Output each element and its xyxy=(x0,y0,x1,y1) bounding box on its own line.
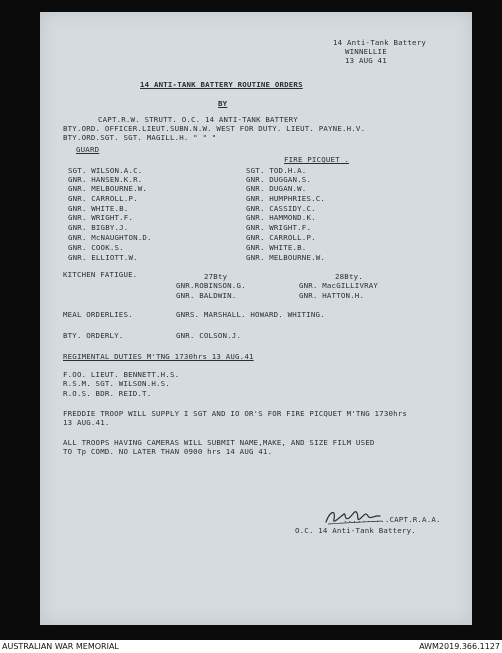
footer-institution: AUSTRALIAN WAR MEMORIAL xyxy=(2,642,119,651)
picquet-member: GNR. HUMPHRIES.C. xyxy=(246,194,326,203)
regimental-heading: REGIMENTAL DUTIES M'TNG 1730hrs 13 AUG.41 xyxy=(63,352,254,361)
picquet-member: GNR. DUGGAN.S. xyxy=(246,175,312,184)
regimental-line: R.O.S. BDR. REID.T. xyxy=(63,389,152,398)
issuer-line: CAPT.R.W. STRUTT. O.C. 14 ANTI-TANK BATTERY xyxy=(98,115,298,124)
guard-heading: GUARD xyxy=(76,145,100,154)
kitchen-28bty-heading: 28Bty. xyxy=(335,272,363,281)
picquet-member: GNR. DUGAN.W. xyxy=(246,184,307,193)
bty-orderly-label: BTY. ORDERLY. xyxy=(63,331,124,340)
header-place: WINNELLIE xyxy=(345,47,387,56)
meal-orderlies-label: MEAL ORDERLIES. xyxy=(63,310,133,319)
guard-member: GNR. WRIGHT.F. xyxy=(68,213,134,222)
kitchen-27bty-heading: 27Bty xyxy=(204,272,228,281)
kitchen-fatigue-label: KITCHEN FATIGUE. xyxy=(63,270,138,279)
regimental-line: F.OO. LIEUT. BENNETT.H.S. xyxy=(63,370,180,379)
picquet-member: GNR. CARROLL.P. xyxy=(246,233,316,242)
guard-member: GNR. ELLIOTT.W. xyxy=(68,253,138,262)
signature-line: ..........CAPT.R.A.A. xyxy=(343,515,441,524)
picquet-member: SGT. TOD.H.A. xyxy=(246,166,307,175)
duty-line: BTY.ORD. OFFICER.LIEUT.SUBN.N.W. WEST FOR DUTY. LIEUT. PAYNE.H.V. xyxy=(63,124,366,133)
header-date: 13 AUG 41 xyxy=(345,56,387,65)
archive-footer xyxy=(0,641,502,653)
guard-member: GNR. McNAUGHTON.D. xyxy=(68,233,152,242)
kitchen-27bty-member: GNR. BALDWIN. xyxy=(176,291,237,300)
order-text: TO Tp COMD. NO LATER THAN 0900 hrs 14 AUG 41. xyxy=(63,447,273,456)
guard-member: GNR. MELBOURNE.W. xyxy=(68,184,148,193)
footer-accession-number: AWM2019.366.1127 xyxy=(419,642,500,651)
picquet-member: GNR. MELBOURNE.W. xyxy=(246,253,326,262)
duty-line: BTY.ORD.SGT. SGT. MAGILL.H. " " " xyxy=(63,133,217,142)
signature-role: O.C. 14 Anti-Tank Battery. xyxy=(295,526,416,535)
picquet-member: GNR. HAMMOND.K. xyxy=(246,213,316,222)
kitchen-28bty-member: GNR. HATTON.H. xyxy=(299,291,365,300)
kitchen-27bty-member: GNR.ROBINSON.G. xyxy=(176,281,246,290)
meal-orderlies-value: GNRS. MARSHALL. HOWARD. WHITING. xyxy=(176,310,325,319)
picquet-member: GNR. CASSIDY.C. xyxy=(246,204,316,213)
picquet-member: GNR. WHITE.B. xyxy=(246,243,307,252)
guard-member: GNR. COOK.S. xyxy=(68,243,124,252)
by-label: BY xyxy=(218,99,228,108)
guard-member: GNR. BIGBY.J. xyxy=(68,223,129,232)
regimental-line: R.S.M. SGT. WILSON.H.S. xyxy=(63,379,170,388)
guard-member: SGT. WILSON.A.C. xyxy=(68,166,143,175)
order-text: ALL TROOPS HAVING CAMERAS WILL SUBMIT NAME,MAKE, AND SIZE FILM USED xyxy=(63,438,375,447)
bty-orderly-value: GNR. COLSON.J. xyxy=(176,331,242,340)
order-text: 13 AUG.41. xyxy=(63,418,110,427)
fire-picquet-heading: FIRE PICQUET . xyxy=(284,155,350,164)
guard-member: GNR. HANSEN.K.R. xyxy=(68,175,143,184)
page-title: 14 ANTI-TANK BATTERY ROUTINE ORDERS xyxy=(140,80,303,89)
kitchen-28bty-member: GNR. MacGILLIVRAY xyxy=(299,281,379,290)
picquet-member: GNR. WRIGHT.F. xyxy=(246,223,312,232)
order-text: FREDDIE TROOP WILL SUPPLY I SGT AND IO OR'S FOR FIRE PICQUET M'TNG 1730hrs xyxy=(63,409,408,418)
guard-member: GNR. WHITE.B. xyxy=(68,204,129,213)
guard-member: GNR. CARROLL.P. xyxy=(68,194,138,203)
header-unit: 14 Anti-Tank Battery xyxy=(333,38,426,47)
